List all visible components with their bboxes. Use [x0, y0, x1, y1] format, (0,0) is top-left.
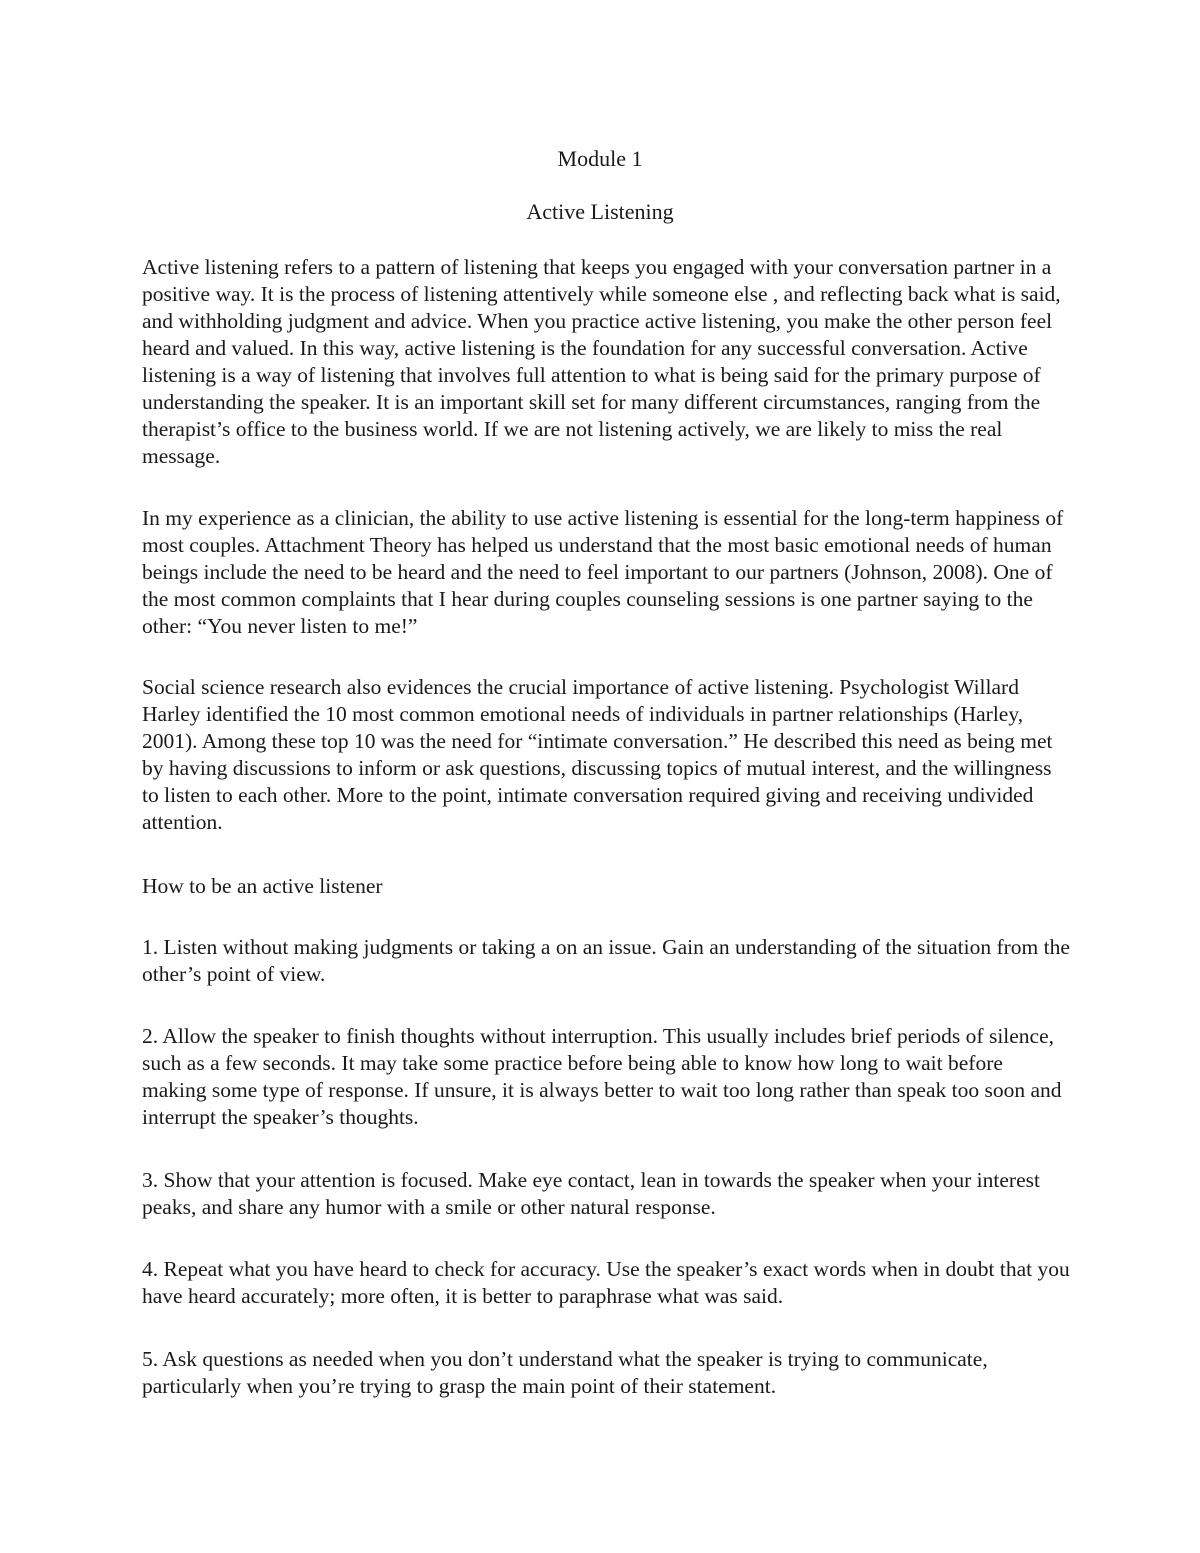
list-item: 4. Repeat what you have heard to check for accuracy. Use the speaker’s exact words when in doubt that you have heard accurately; more often, it is better to paraphrase what was said.	[142, 1257, 1070, 1308]
list-item: 2. Allow the speaker to finish thoughts without interruption. This usually includes brief periods of silence, such as a few seconds. It may take some practice before being able to know how long to wait before making some type of response. If unsure, it is always better to wait too long rather than speak too soon and interrupt the speaker’s thoughts.	[142, 1024, 1062, 1129]
module-title: Module 1	[557, 146, 643, 171]
paragraph-intro: Active listening refers to a pattern of listening that keeps you engaged with your conversation partner in a positive way. It is the process of listening attentively while someone else , and reflecting back what is said, and withholding judgment and advice. When you practice active listening, you make the other person feel heard and valued. In this way, active listening is the foundation for any successful conversation. Active listening is a way of listening that involves full attention to what is being said for the primary purpose of understanding the speaker. It is an important skill set for many different circumstances, ranging from the therapist’s office to the business world. If we are not listening actively, we are likely to miss the real message.	[142, 255, 1061, 468]
list-item: 5. Ask questions as needed when you don’t understand what the speaker is trying to communicate, particularly when you’re trying to grasp the main point of their statement.	[142, 1347, 988, 1398]
paragraph-research: Social science research also evidences the crucial importance of active listening. Psychologist Willard Harley identified the 10 most common emotional needs of individuals in partner relationships (Harley, 2001). Among these top 10 was the need for “intimate conversation.” He described this need as being met by having discussions to inform or ask questions, discussing topics of mutual interest, and the willingness to listen to each other. More to the point, intimate conversation required giving and receiving undivided attention.	[142, 675, 1053, 834]
list-item: 3. Show that your attention is focused. Make eye contact, lean in towards the speaker when your interest peaks, and share any humor with a smile or other natural response.	[142, 1168, 1040, 1219]
list-item: 1. Listen without making judgments or taking a on an issue. Gain an understanding of the situation from the other’s point of view.	[142, 935, 1070, 986]
list-heading: How to be an active listener	[142, 874, 383, 898]
section-title: Active Listening	[526, 199, 674, 224]
paragraph-clinician: In my experience as a clinician, the ability to use active listening is essential for the long-term happiness of most couples. Attachment Theory has helped us understand that the most basic emotional needs of human beings include the need to be heard and the need to feel important to our partners (Johnson, 2008). One of the most common complaints that I hear during couples counseling sessions is one partner saying to the other: “You never listen to me!”	[142, 506, 1064, 638]
